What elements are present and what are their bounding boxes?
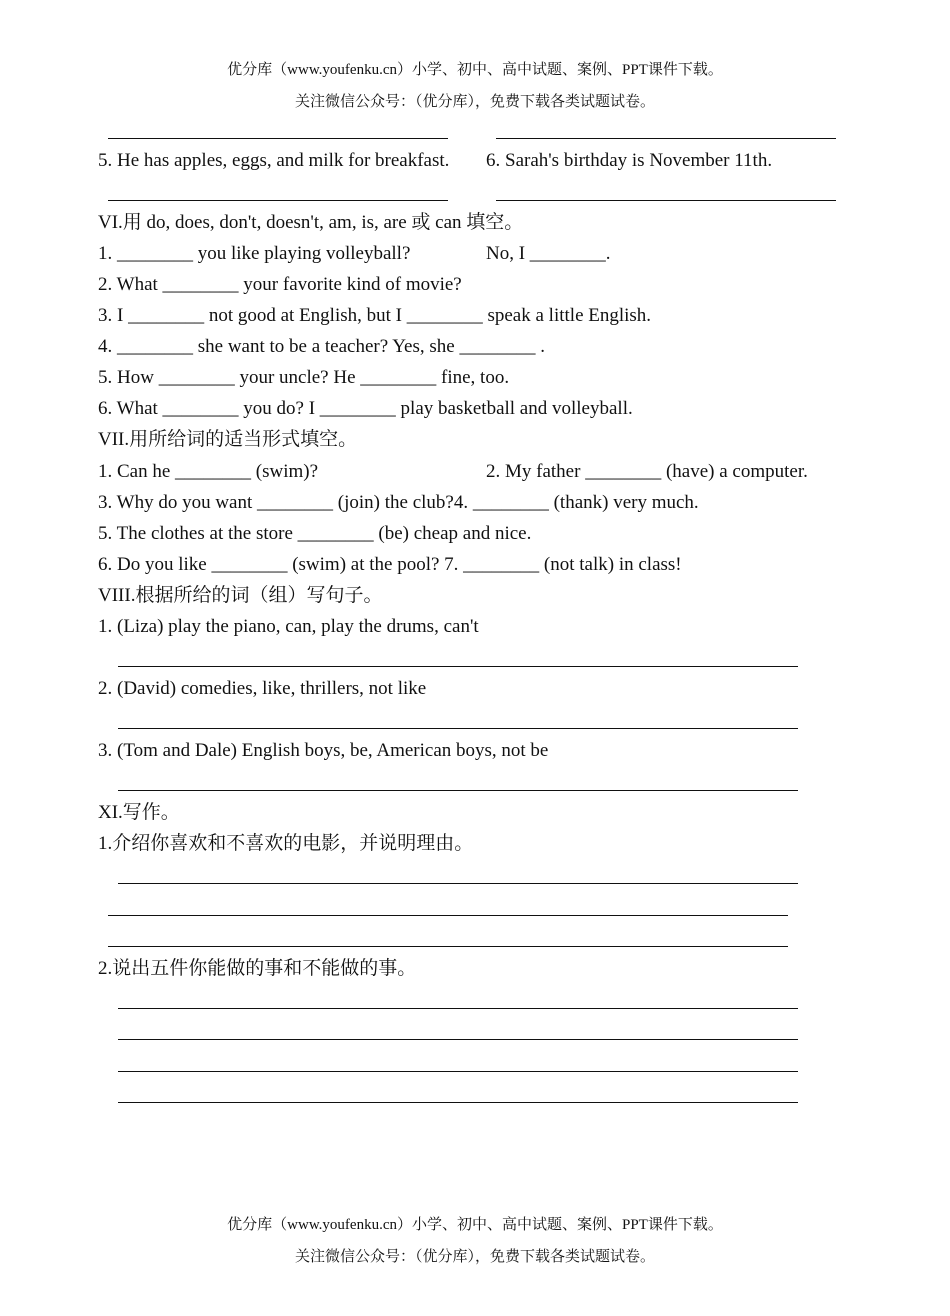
question: 3. (Tom and Dale) English boys, be, American boys, not be (98, 740, 549, 761)
writing-line (118, 1071, 798, 1072)
question: 1. (Liza) play the piano, can, play the drums, can't (98, 616, 479, 637)
answer-line (108, 138, 448, 139)
question: 6. Do you like ________ (swim) at the pool? 7. ________ (not talk) in class! (98, 554, 682, 575)
section-heading: XI.写作。 (98, 802, 180, 823)
question-answer: No, I ________. (486, 243, 611, 264)
answer-line (108, 200, 448, 201)
section-heading: VI.用 do, does, don't, doesn't, am, is, are 或 can 填空。 (98, 212, 524, 233)
writing-line (118, 1039, 798, 1040)
question: 2. What ________ your favorite kind of movie? (98, 274, 462, 295)
page-header-line-1: 优分库（www.youfenku.cn）小学、初中、高中试题、案例、PPT课件下载。 (227, 62, 723, 78)
page-footer-line-1: 优分库（www.youfenku.cn）小学、初中、高中试题、案例、PPT课件下载。 (227, 1217, 723, 1233)
question: 4. ________ she want to be a teacher? Yes, she ________ . (98, 336, 545, 357)
question-6: 6. Sarah's birthday is November 11th. (486, 150, 773, 171)
section-heading: VII.用所给词的适当形式填空。 (98, 429, 358, 450)
question: 1. ________ you like playing volleyball? (98, 243, 411, 264)
question: 2.说出五件你能做的事和不能做的事。 (98, 958, 417, 979)
question: 2. (David) comedies, like, thrillers, not like (98, 678, 427, 699)
answer-line (496, 138, 836, 139)
page-header-line-2: 关注微信公众号：（优分库），免费下载各类试题试卷。 (294, 94, 655, 110)
writing-line (108, 946, 788, 947)
writing-line (118, 883, 798, 884)
question: 5. The clothes at the store ________ (be) cheap and nice. (98, 523, 532, 544)
writing-line (108, 915, 788, 916)
question: 1.介绍你喜欢和不喜欢的电影，并说明理由。 (98, 833, 474, 854)
answer-line (118, 666, 798, 667)
question: 3. Why do you want ________ (join) the club?4. ________ (thank) very much. (98, 492, 699, 513)
question-5: 5. He has apples, eggs, and milk for breakfast. (98, 150, 450, 171)
writing-line (118, 1102, 798, 1103)
question: 2. My father ________ (have) a computer. (486, 461, 808, 482)
answer-line (118, 728, 798, 729)
answer-line (496, 200, 836, 201)
writing-line (118, 1008, 798, 1009)
question: 6. What ________ you do? I ________ play basketball and volleyball. (98, 398, 633, 419)
question: 3. I ________ not good at English, but I ________ speak a little English. (98, 305, 652, 326)
answer-line (118, 790, 798, 791)
question: 5. How ________ your uncle? He ________ fine, too. (98, 367, 510, 388)
page-footer-line-2: 关注微信公众号：（优分库），免费下载各类试题试卷。 (294, 1249, 655, 1265)
section-heading: VIII.根据所给的词（组）写句子。 (98, 585, 383, 606)
question: 1. Can he ________ (swim)? (98, 461, 319, 482)
